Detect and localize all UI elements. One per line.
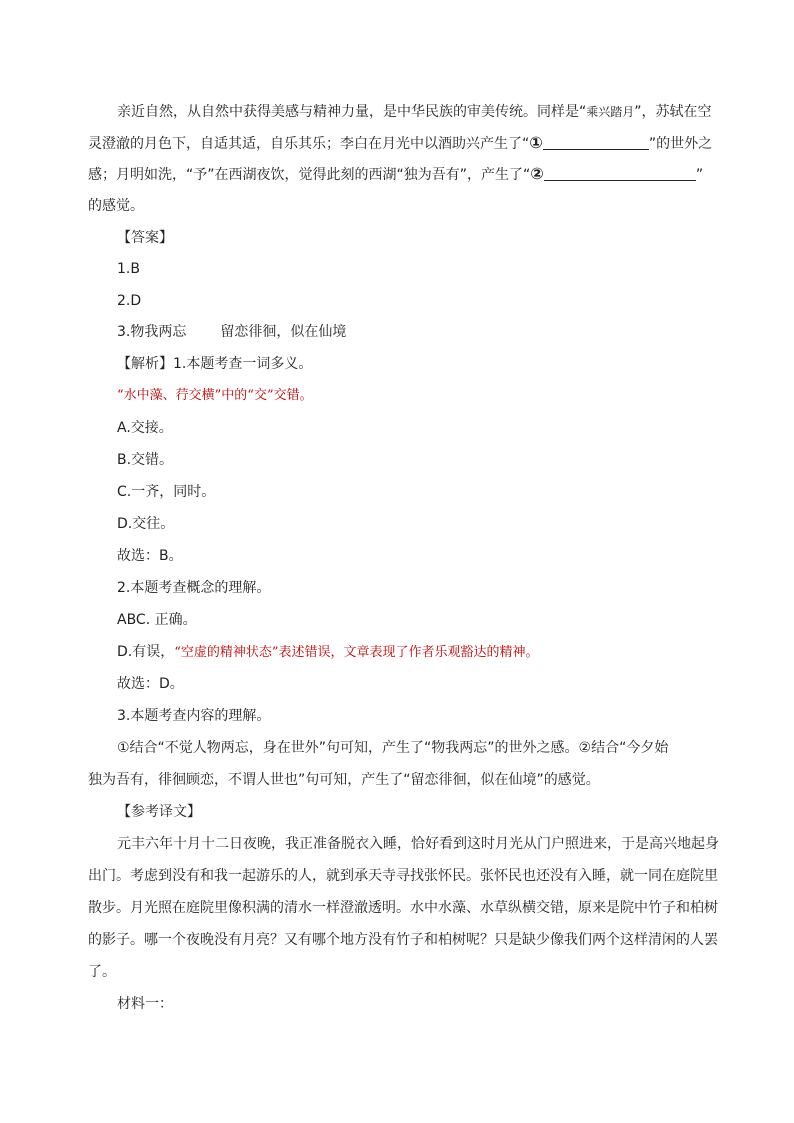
analysis-q1-result: 故选：B。 (117, 548, 183, 564)
passage-line-2 (88, 133, 712, 154)
blank-1 (543, 133, 649, 150)
analysis-q2-abc: ABC. 正确。 (117, 612, 197, 628)
analysis-q3-line-2: 独为吾有，徘徊顾恋，不谓人世也”句可知，产生了“留恋徘徊，似在仙境”的感觉。 (88, 772, 600, 788)
passage-line-4: 的感觉。 (88, 198, 144, 214)
analysis-q1-option-d: D.交往。 (117, 516, 175, 532)
analysis-q1-option-b: B.交错。 (117, 452, 174, 468)
passage-line-3 (88, 164, 703, 185)
analysis-q1-option-c: C.一齐，同时。 (117, 484, 216, 500)
blank-2-label: ② (530, 164, 544, 183)
translation-line-2: 出门。考虑到没有和我一起游乐的人，就到承天寺寻找张怀民。张怀民也还没有入睡，就一同在庭院里 (88, 868, 718, 884)
answer-item-2: 2.D (117, 293, 142, 309)
translation-line-5: 了。 (88, 964, 116, 980)
blank-2 (544, 164, 696, 181)
analysis-heading: 【解析】 (117, 356, 173, 372)
answer-item-1: 1.B (117, 261, 140, 277)
analysis-q2-d-note: “空虚的精神状态”表述错误，文章表现了作者乐观豁达的精神。 (174, 645, 539, 660)
analysis-q2-d (117, 642, 539, 663)
analysis-q1-option-a: A.交接。 (117, 420, 173, 436)
material-heading: 材料一： (117, 996, 173, 1012)
passage-text: 灵澄澈的月色下，自适其适，自乐其乐；李白在月光中以酒助兴产生了“ (88, 136, 530, 152)
translation-line-1: 元丰六年十月十二日夜晚，我正准备脱衣入睡，恰好看到这时月光从门户照进来，于是高兴地起身 (117, 836, 719, 852)
passage-text: 感；月明如洗，“予”在西湖夜饮，觉得此刻的西湖“独为吾有”，产生了“ (88, 167, 531, 183)
analysis-q2-title: 2.本题考查概念的理解。 (117, 580, 271, 596)
blank-1-label: ① (529, 133, 543, 152)
translation-heading: 【参考译文】 (117, 804, 201, 820)
analysis-q1-quote: “水中藻、荇交横”中的“交”交错。 (117, 388, 313, 403)
passage-text: ”，苏轼在空 (634, 104, 712, 120)
analysis-q3-title: 3.本题考查内容的理解。 (117, 708, 271, 724)
analysis-q1-title: 1.本题考查一词多义。 (173, 356, 313, 372)
answer-item-3 (117, 322, 346, 342)
passage-text: ”的世外之 (648, 136, 713, 152)
analysis-q2-d-prefix: D.有误， (117, 644, 175, 660)
answer-3a: 3.物我两忘 (117, 324, 187, 340)
translation-line-4: 的影子。哪一个夜晚没有月亮？又有哪个地方没有竹子和柏树呢？只是缺少像我们两个这样清闲的人罢 (88, 932, 718, 948)
passage-text: ” (695, 167, 704, 183)
translation-line-3: 散步。月光照在庭院里像积满的清水一样澄澈透明。水中水藻、水草纵横交错，原来是院中竹子和柏树 (88, 900, 718, 916)
answer-3b: 留恋徘徊，似在仙境 (220, 324, 347, 340)
analysis-line-1 (117, 354, 312, 374)
passage-text: 亲近自然，从自然中获得美感与精神力量，是中华民族的审美传统。同样是“ (117, 104, 587, 120)
passage-quote: 乘兴踏月 (586, 105, 635, 119)
passage-line-1 (117, 102, 712, 122)
analysis-q2-result: 故选：D。 (117, 676, 184, 692)
analysis-q3-line-1: ①结合“不觉人物两忘，身在世外”句可知，产生了“物我两忘”的世外之感。②结合“今夕始 (117, 740, 669, 756)
answer-heading: 【答案】 (117, 230, 173, 246)
